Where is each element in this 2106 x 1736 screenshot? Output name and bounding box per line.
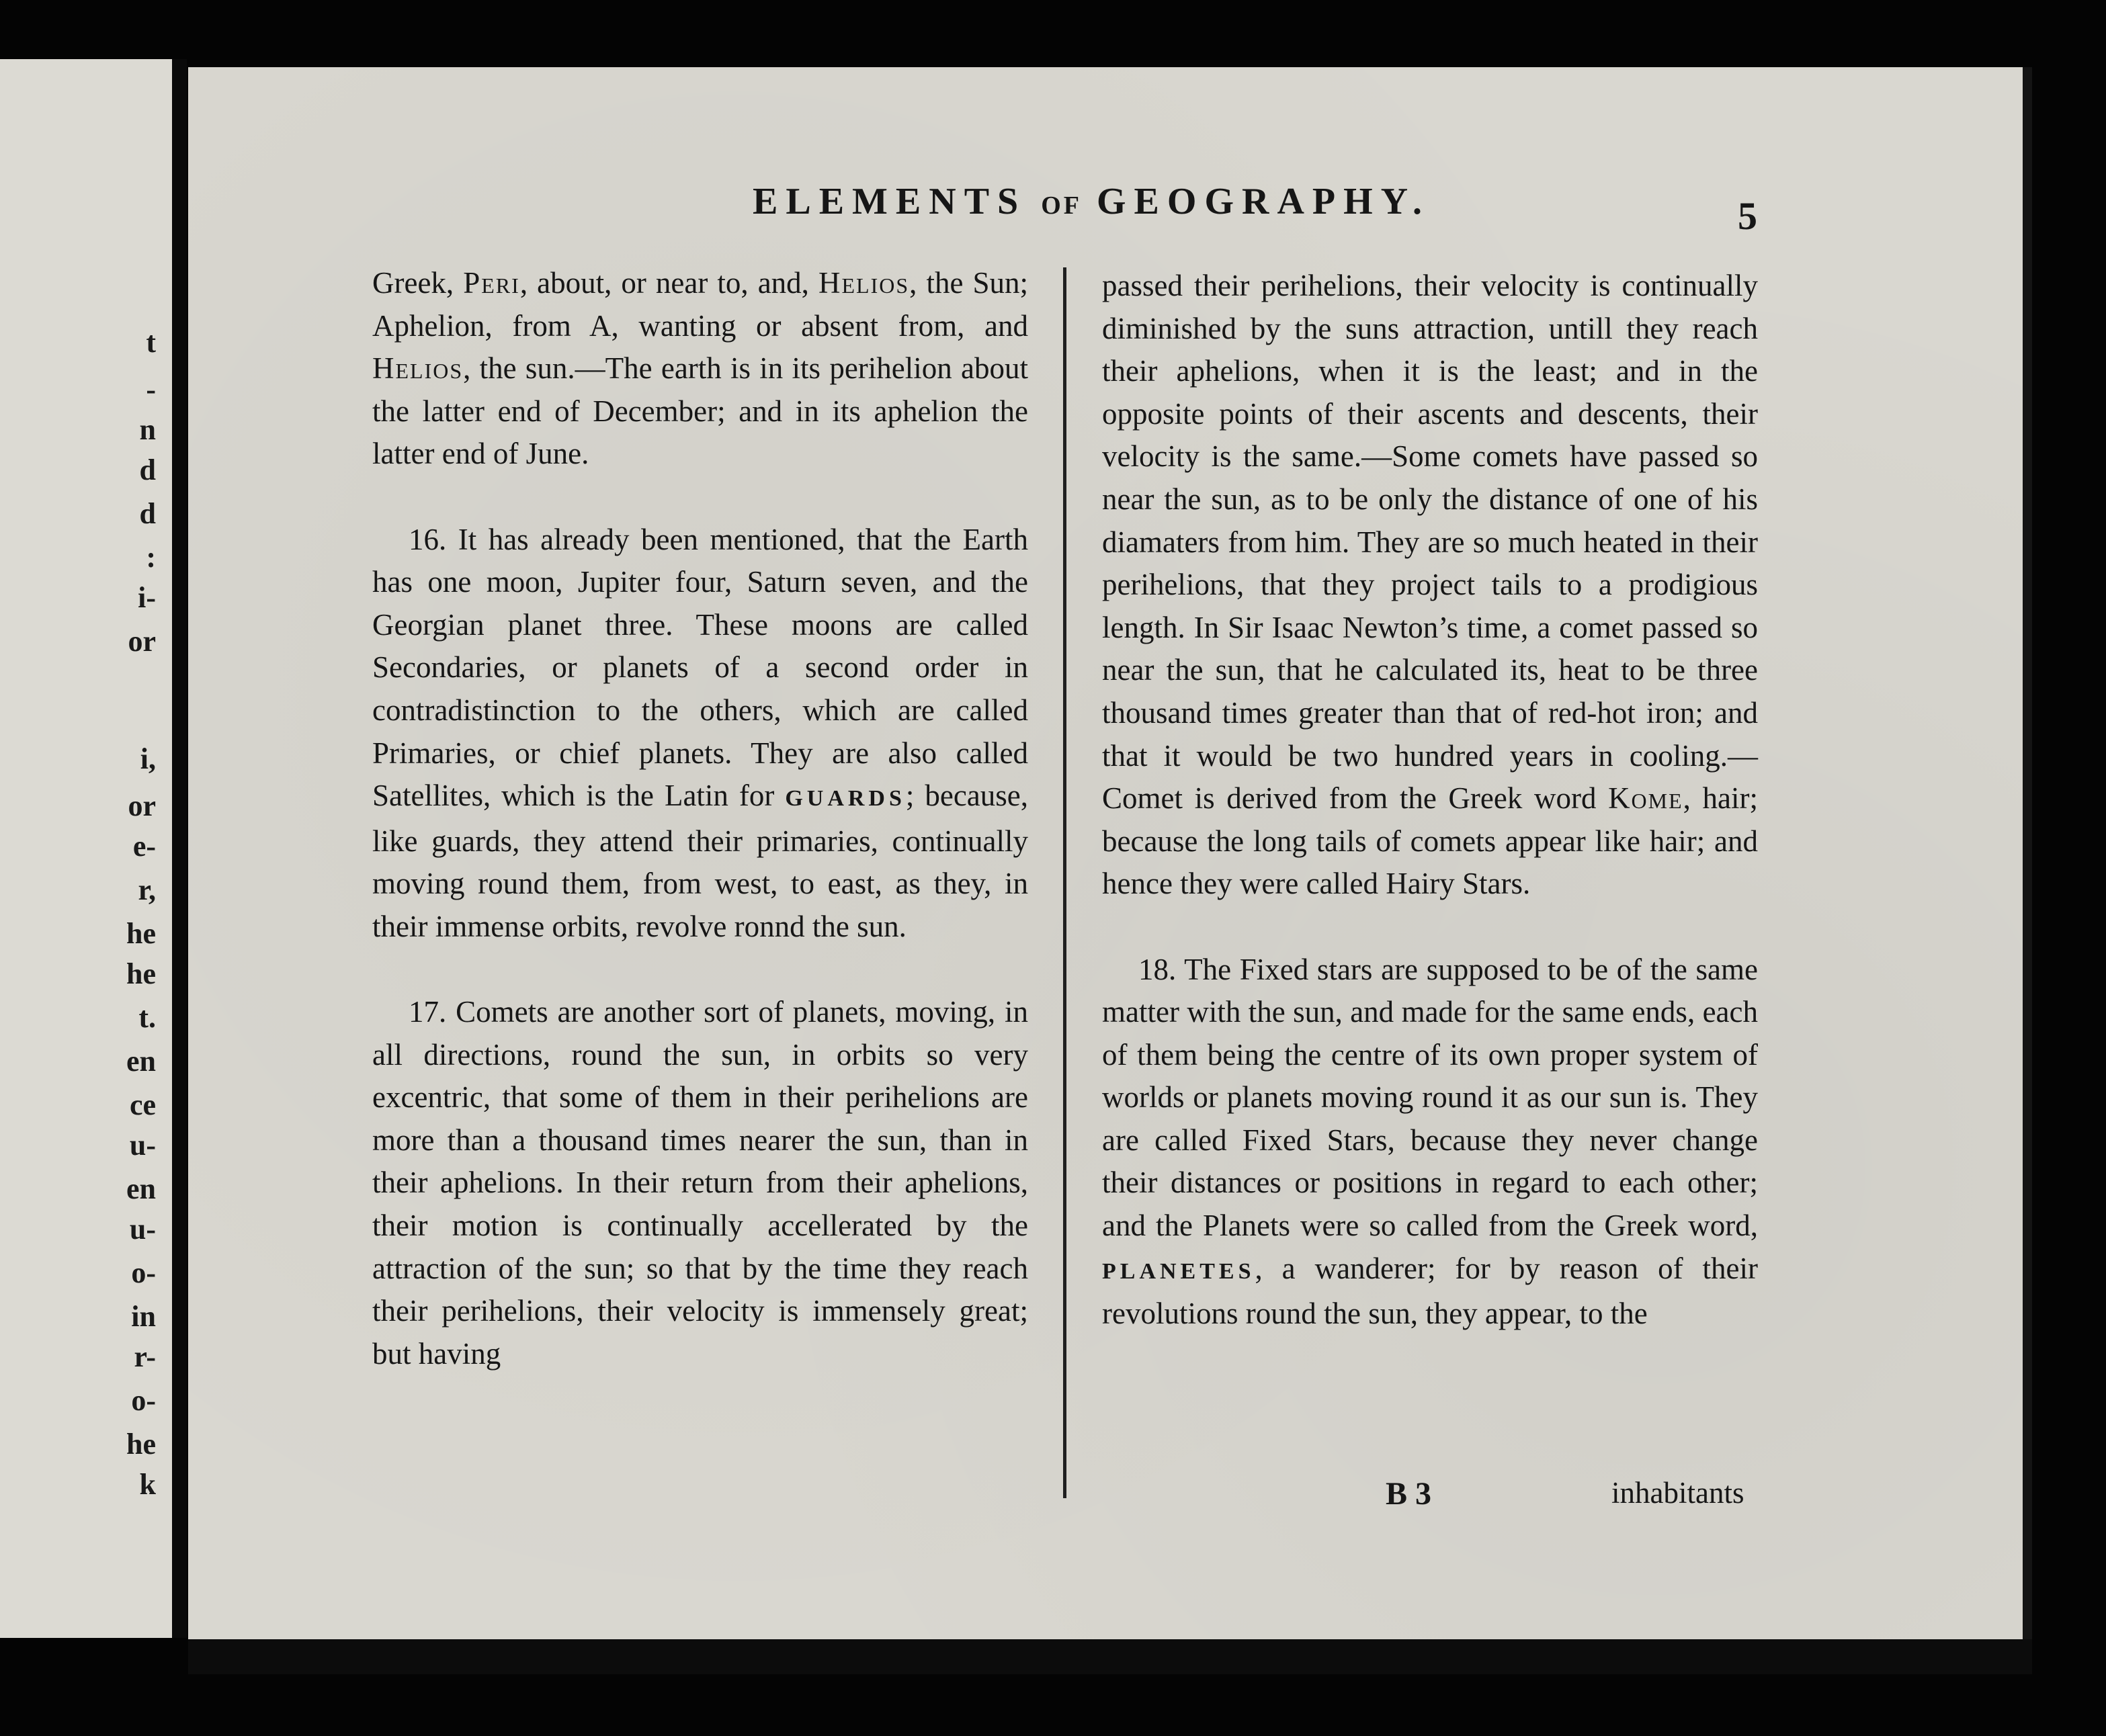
greek-term: Peri: [463, 266, 520, 300]
left-fragment: k: [139, 1468, 156, 1501]
running-head-of: OF: [1041, 191, 1082, 220]
paragraph-16: [372, 519, 1028, 949]
left-fragment: en: [126, 1045, 156, 1078]
latin-term: GUARDS: [785, 786, 906, 812]
left-fragment: d: [139, 453, 156, 486]
text-run: ; because, like guards, they attend their primaries, continually moving round them, from west, to east, as they, in their immense orbits, revolve ronnd the sun.: [372, 779, 1028, 943]
left-fragment: t: [146, 326, 156, 359]
paragraph-17: [372, 991, 1028, 1375]
left-fragment: o-: [131, 1256, 156, 1289]
signature-mark: B 3: [1386, 1476, 1432, 1512]
greek-term: Helios: [818, 266, 910, 300]
running-head: [753, 180, 1430, 223]
left-fragment: ce: [129, 1088, 156, 1121]
left-fragment: r-: [134, 1340, 156, 1373]
text-run: Greek,: [372, 266, 464, 300]
left-fragment: he: [126, 957, 156, 990]
catchword: inhabitants: [1611, 1476, 1744, 1510]
text-run: , the Sun; Aphelion, from A, wanting or absent from, and: [372, 266, 1028, 343]
right-column: [1102, 265, 1758, 1336]
left-fragment: u-: [129, 1129, 156, 1162]
paragraph-15-continued: [372, 262, 1028, 476]
page-bottom-edge: [188, 1639, 2032, 1674]
paragraph-18: [1102, 949, 1758, 1336]
running-head-geography: GEOGRAPHY.: [1096, 181, 1430, 222]
left-fragment: i,: [140, 742, 156, 775]
left-fragment: in: [131, 1300, 156, 1333]
page-right-edge: [2023, 67, 2032, 1639]
left-fragment: he: [126, 917, 156, 950]
column-rule: [1063, 267, 1066, 1498]
greek-term: Kome: [1608, 781, 1683, 816]
greek-term: Helios: [372, 351, 464, 386]
left-fragment: d: [139, 497, 156, 530]
page-number: 5: [1738, 194, 1757, 238]
text-run: , hair; because the long tails of comets appear like hair; and hence they were called Hairy Stars.: [1102, 781, 1758, 901]
text-run: , the sun.—The earth is in its perihelion about the latter end of December; and in its aphelion the latter end of June.: [372, 351, 1028, 471]
running-head-elements: ELEMENTS: [753, 181, 1027, 222]
left-fragment: u-: [129, 1213, 156, 1246]
left-fragment: i-: [138, 581, 156, 614]
left-fragment: or: [128, 789, 156, 822]
left-fragment: or: [128, 625, 156, 658]
left-fragment: o-: [131, 1384, 156, 1417]
left-column: [372, 262, 1028, 1375]
previous-page-fragments: [0, 59, 172, 1638]
left-fragment: en: [126, 1172, 156, 1205]
left-fragment: he: [126, 1428, 156, 1461]
text-run: 17. Comets are another sort of planets, moving, in all directions, round the sun, in orbits so very excentric, that some of them in their perihelions are more than a thousand times nearer the sun, than in their aphelions. In their return from their aphelions, their motion is continually accellerated by the attraction of the sun; so that by the time they reach their perihelions, their velocity is immensely great; but having: [372, 995, 1028, 1371]
left-fragment: e-: [132, 830, 156, 863]
previous-page-edge: [0, 59, 172, 1638]
greek-term: PLANETES: [1102, 1258, 1255, 1284]
left-fragment: r,: [138, 873, 156, 906]
text-run: 16. It has already been mentioned, that the Earth has one moon, Jupiter four, Saturn seven, and the Georgian planet three. These moons are called Secondaries, or planets of a second order in contradistinction to the others, which are called Primaries, or chief planets. They are also called Satellites, which is the Latin for: [372, 522, 1028, 813]
left-fragment: n: [139, 413, 156, 446]
text-run: 18. The Fixed stars are supposed to be of the same matter with the sun, and made for the same ends, each of them being the centre of its own proper system of worlds or planets moving round it as our sun is. They are called Fixed Stars, because they never change their distances or positions in regard to each other; and the Planets were so called from the Greek word,: [1102, 952, 1758, 1243]
text-run: , a wanderer; for by reason of their revolutions round the sun, they appear, to the: [1102, 1251, 1758, 1331]
text-run: , about, or near to, and,: [519, 266, 818, 300]
left-fragment: -: [146, 373, 156, 406]
left-fragment: t.: [138, 1001, 156, 1034]
paragraph-17-continued: [1102, 265, 1758, 906]
left-fragment: :: [146, 541, 156, 574]
gutter-shadow: [172, 59, 187, 1638]
text-run: passed their perihelions, their velocity is continually diminished by the suns attraction, untill they reach their aphelions, when it is the least; and in the opposite points of their ascents and descents, their velocity is the same.—Some comets have passed so near the sun, as to be only the distance of one of his diamaters from him. They are so much heated in their perihelions, that they project tails to a prodigious length. In Sir Isaac Newton’s time, a comet passed so near the sun, that he calculated its, heat to be three thousand times greater than that of red-hot iron; and that it would be two hundred years in cooling.—Comet is derived from the Greek word: [1102, 269, 1758, 816]
